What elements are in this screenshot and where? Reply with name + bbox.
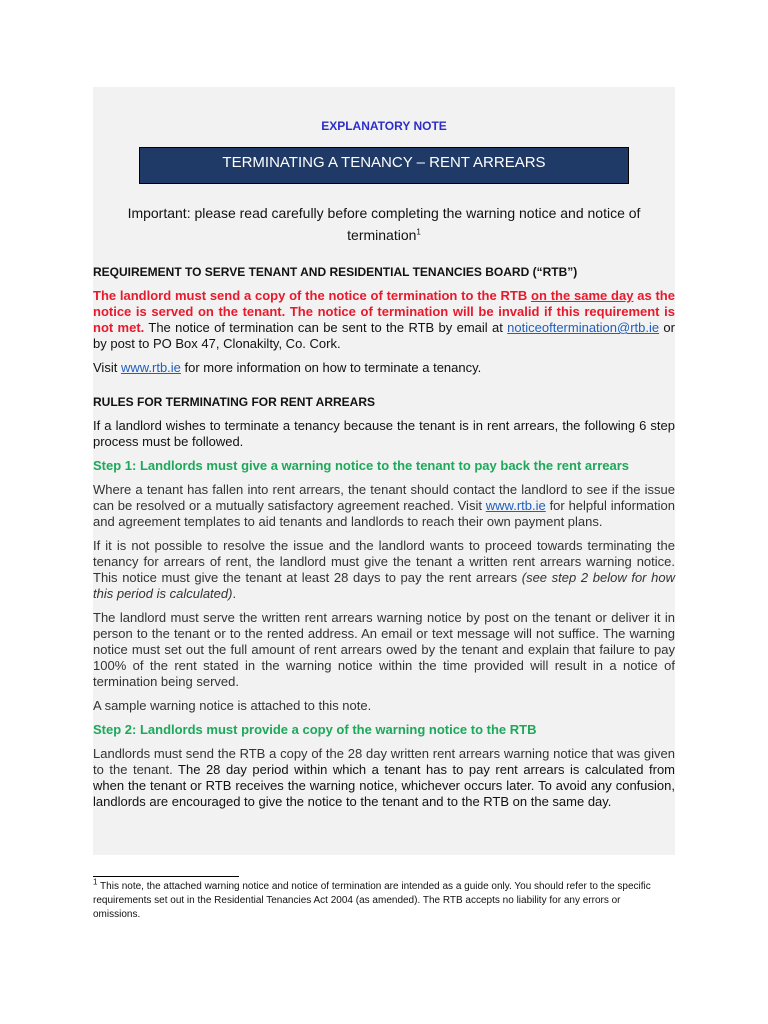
important-notice <box>93 202 675 246</box>
step1-p1-text-b: for helpful information and agreement templates to aid tenants and landlords to reach their own payment plans. <box>93 498 676 529</box>
visit-text-b: for more information on how to terminate a tenancy. <box>180 360 482 375</box>
step2-text-a: Landlords must send the RTB a copy of the 28 day written rent arrears warning notice that was given to the tenant. <box>93 746 675 777</box>
red-warning-b: as the notice is served on the tenant. The notice of termination will be invalid if this requirement is not met. <box>93 288 675 335</box>
red-warning-a: The landlord must send a copy of the notice of termination to the RTB <box>93 288 532 303</box>
requirement-plain-a: The notice of termination can be sent to the RTB by email at <box>144 320 508 335</box>
footnote-separator <box>93 876 239 877</box>
section-heading-requirement: REQUIREMENT TO SERVE TENANT AND RESIDENTIAL TENANCIES BOARD (“RTB”) <box>93 265 578 279</box>
visit-text-a: Visit <box>93 360 121 375</box>
footnote-text: This note, the attached warning notice and notice of termination are intended as a guide only. You should refer to the specific requirements set out in the Residential Tenancies Act 2004 (as amended). The RTB accepts no liability for any errors or omissions. <box>93 881 651 920</box>
requirement-plain-b: or by post to PO Box 47, Clonakilty, Co. Cork. <box>93 320 675 351</box>
step2-text-b: The 28 day period within which a tenant has to pay rent arrears is calculated from when the tenant or RTB receives the warning notice, whichever occurs later. To avoid any confusion, landlords are encouraged to give the notice to the tenant and to the RTB on the same day. <box>93 762 675 809</box>
email-link[interactable]: noticeoftermination@rtb.ie <box>507 320 660 335</box>
requirement-paragraph <box>93 288 675 352</box>
section-heading-rules: RULES FOR TERMINATING FOR RENT ARREARS <box>93 395 375 409</box>
footnote <box>93 877 668 922</box>
step1-p2-text-a: If it is not possible to resolve the issue and the landlord wants to proceed towards terminating the tenancy for arrears of rent, the landlord must give the tenant a written rent arrears warning notice. This notice must give the tenant at least 28 days to pay the rent arrears <box>93 538 675 585</box>
step2-paragraph <box>93 746 675 810</box>
document-content <box>93 87 675 810</box>
rtb-link[interactable]: www.rtb.ie <box>120 360 181 375</box>
step1-paragraph-4: A sample warning notice is attached to this note. <box>93 698 372 713</box>
rtb-link-2[interactable]: www.rtb.ie <box>485 498 546 513</box>
visit-paragraph <box>93 360 675 376</box>
step1-paragraph-1 <box>93 482 675 530</box>
step1-paragraph-2 <box>93 538 675 602</box>
red-warning-underline: on the same day <box>531 288 634 303</box>
footnote-number: 1 <box>93 877 98 887</box>
important-text: Important: please read carefully before completing the warning notice and notice of termination <box>127 205 641 243</box>
step1-paragraph-3: The landlord must serve the written rent arrears warning notice by post on the tenant or deliver it in person to the tenant or to the rented address. An email or text message will not suffice. The warning notice must set out the full amount of rent arrears owed by the tenant and explain that failure to pay 100% of the rent stated in the warning notice within the time provided will result in a notice of termination being served. <box>93 610 675 689</box>
explanatory-note-label: EXPLANATORY NOTE <box>321 119 447 133</box>
footnote-ref[interactable]: 1 <box>416 227 421 237</box>
rules-intro: If a landlord wishes to terminate a tenancy because the tenant is in rent arrears, the following 6 step process must be followed. <box>93 418 675 449</box>
step1-p1-text-a: Where a tenant has fallen into rent arrears, the tenant should contact the landlord to see if the issue can be resolved or a mutually satisfactory agreement reached. Visit <box>93 482 675 513</box>
step1-p2-text-b: . <box>232 586 237 601</box>
document-title: TERMINATING A TENANCY – RENT ARREARS <box>139 147 629 184</box>
step1-p2-italic: (see step 2 below for how this period is calculated) <box>93 570 675 601</box>
step2-heading: Step 2: Landlords must provide a copy of the warning notice to the RTB <box>93 722 537 737</box>
step1-heading: Step 1: Landlords must give a warning notice to the tenant to pay back the rent arrears <box>93 458 630 473</box>
